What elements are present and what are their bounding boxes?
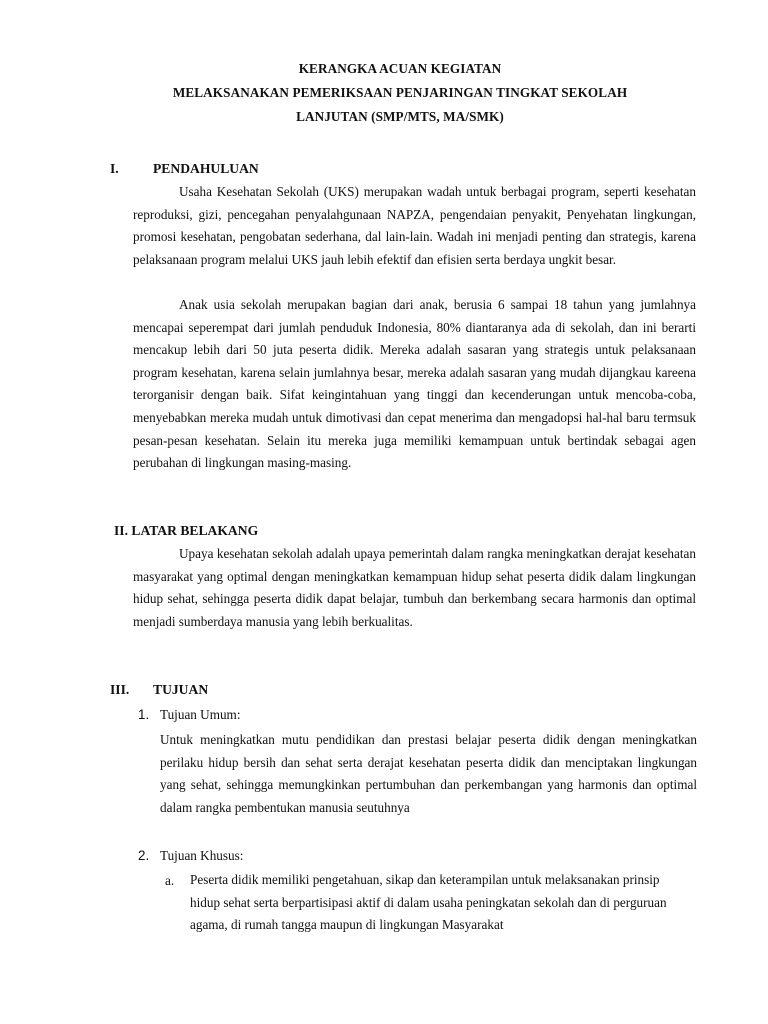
section-2-heading: II. LATAR BELAKANG <box>114 523 259 538</box>
list-item-text: Untuk meningkatkan mutu pendidikan dan prestasi belajar peserta didik dengan meningkatkan perilaku hidup bersih dan sehat serta derajat kesehatan peserta didik dan menciptakan lingkungan yang sehat, sehingga memungkinkan pertumbuhan dan perkembangan yang harmonis dan optimal dalam rangka pembentukan manusia seutuhnya <box>160 732 697 815</box>
document-title-line-1: KERANGKA ACUAN KEGIATAN <box>298 61 502 76</box>
list-item-label: Tujuan Khusus: <box>160 848 244 863</box>
sub-item-text: Peserta didik memiliki pengetahuan, sikap dan keterampilan untuk melaksanakan prinsip hidup sehat serta berpartisipasi aktif di dalam usaha peningkatan sekolah dan di perguruan agama, di rumah tangga maupun di lingkungan Masyarakat <box>190 872 667 932</box>
list-item-label: Tujuan Umum: <box>160 707 241 722</box>
section-2-paragraph: Upaya kesehatan sekolah adalah upaya pemerintah dalam rangka meningkatkan derajat kesehatan masyarakat yang optimal dengan meningkatkan kemampuan hidup sehat peserta didik dalam lingkungan hidup sehat, sehingga peserta didik dapat belajar, tumbuh dan berkembang secara harmonis dan optimal menjadi sumberdaya manusia yang lebih berkualitas. <box>133 546 696 629</box>
document-title-line-3: LANJUTAN (SMP/MTS, MA/SMK) <box>296 109 504 124</box>
section-1-number: I. <box>110 161 119 176</box>
section-1-heading: PENDAHULUAN <box>153 161 259 176</box>
list-item-number: 2. <box>138 848 150 863</box>
section-1-paragraph-2: Anak usia sekolah merupakan bagian dari anak, berusia 6 sampai 18 tahun yang jumlahnya mencapai seperempat dari jumlah penduduk Indonesia, 80% diantaranya ada di sekolah, dan ini berarti mencakup lebih dari 50 juta peserta didik. Mereka adalah sasaran yang strategis untuk pelaksanaan program kesehatan, karena selain jumlahnya besar, mereka adalah sasaran yang mudah dijangkau kareena terorganisir dengan baik. Sifat keingintahuan yang tinggi dan kecenderungan untuk mencoba-coba, menyebabkan mereka mudah untuk dimotivasi dan cepat menerima dan mengadopsi hal-hal baru termsuk pesan-pesan kesehatan. Selain itu mereka juga memiliki kemampuan untuk bertindak sebagai agen perubahan di lingkungan masing-masing. <box>133 297 696 471</box>
section-1-paragraph-1: Usaha Kesehatan Sekolah (UKS) merupakan wadah untuk berbagai program, seperti kesehatan reproduksi, gizi, pencegahan penyalahgunaan NAPZA, pengendaian penyakit, Penyehatan lingkungan, promosi kesehatan, pengobatan sederhana, dal lain-lain. Wadah ini menjadi penting dan strategis, karena pelaksanaan program melalui UKS jauh lebih efektif dan efisien serta berdaya ungkit besar. <box>133 184 696 267</box>
section-3-number: III. <box>110 682 130 697</box>
document-title-line-2: MELAKSANAKAN PEMERIKSAAN PENJARINGAN TINGKAT SEKOLAH <box>172 85 628 100</box>
list-item-number: 1. <box>138 707 150 722</box>
sub-item-letter: a. <box>165 873 175 888</box>
section-3-heading: TUJUAN <box>153 682 209 697</box>
